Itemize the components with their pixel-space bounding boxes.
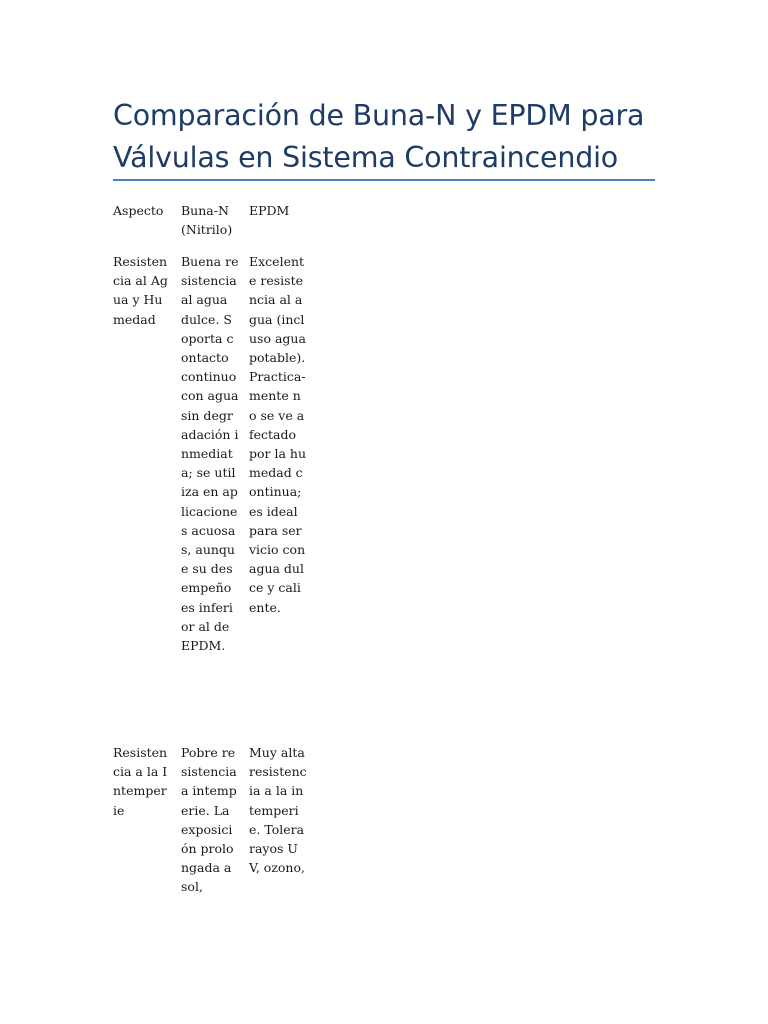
header-aspecto: Aspecto <box>113 203 164 218</box>
document-title: Comparación de Buna-N y EPDM para Válvulas en Sistema Contraincendio <box>113 99 645 174</box>
row-weather-epdm: Muy alta resistencia a la intemperie. Tolera rayos UV, ozono, <box>249 745 307 876</box>
header-epdm: EPDM <box>249 203 290 218</box>
row-water-epdm: Excelente resistencia al agua (incluso agua potable). Practica-mente no se ve afectado por la humedad continua; es ideal para servicio con agua dulce y caliente. <box>249 254 307 615</box>
row-weather-aspect: Resistencia a la Intemperie <box>113 745 168 818</box>
row-water-aspect: Resistencia al Agua y Humedad <box>113 254 168 327</box>
row-weather-buna-n: Pobre resistencia a intemperie. La exposición prolongada a sol, <box>181 745 237 895</box>
row-water-buna-n: Buena resistencia al agua dulce. Soporta contacto continuo con agua sin degradación inmediata; se utiliza en aplicaciones acuosas, aunque su desempeño es inferior al de EPDM. <box>181 254 239 654</box>
title-underline <box>113 179 655 181</box>
header-buna-n: Buna-N (Nitrilo) <box>181 203 233 238</box>
